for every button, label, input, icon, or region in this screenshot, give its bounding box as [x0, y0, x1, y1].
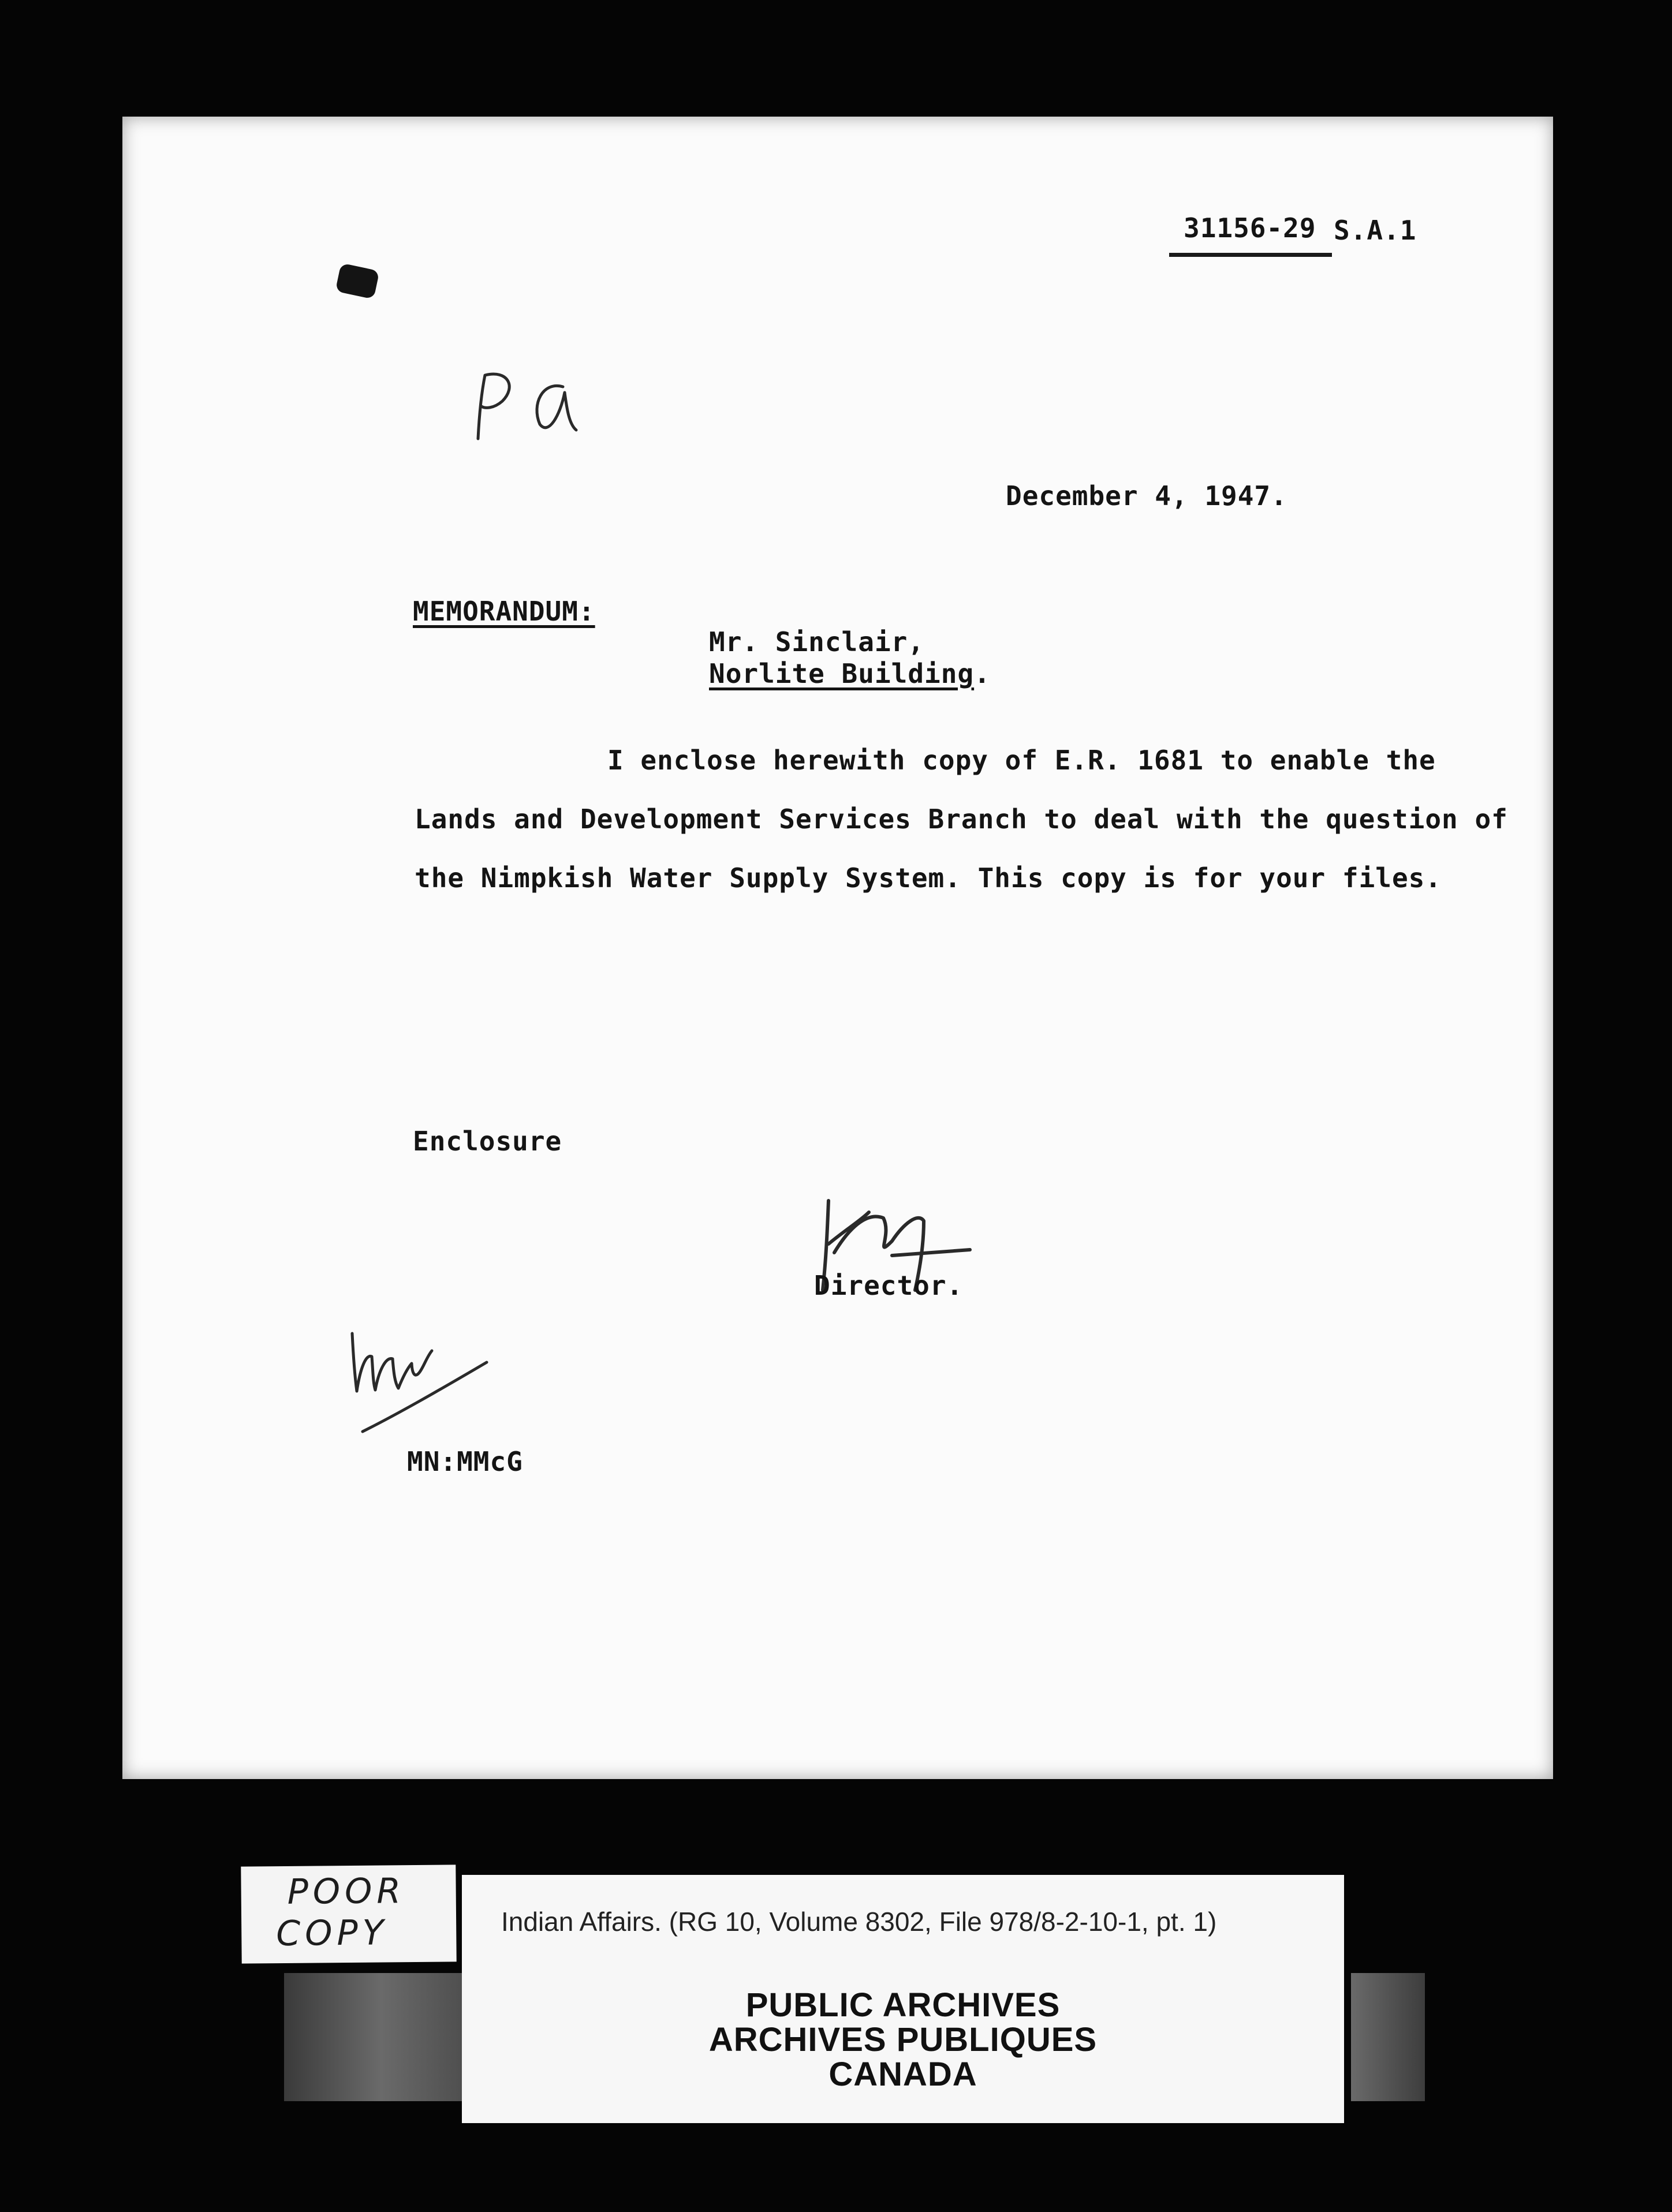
signature-title: Director. — [814, 1270, 964, 1301]
addressee-building-period: . — [974, 658, 991, 689]
addressee-building-line — [709, 658, 991, 689]
archive-citation: Indian Affairs. (RG 10, Volume 8302, File 978/8-2-10-1, pt. 1) — [501, 1907, 1217, 1937]
addressee-building: Norlite Building — [709, 658, 975, 689]
body-line-3: the Nimpkish Water Supply System. This copy is for your files. — [415, 862, 1442, 894]
memo-heading: MEMORANDUM: — [413, 596, 595, 627]
archive-country: CANADA — [828, 2056, 977, 2093]
typed-initials: MN:MMcG — [407, 1446, 523, 1477]
archive-name-english: PUBLIC ARCHIVES — [745, 1986, 1061, 2024]
poor-copy-line-1: POOR — [287, 1871, 406, 1912]
body-line-1: I enclose herewith copy of E.R. 1681 to enable the — [607, 745, 1436, 776]
enclosure-label: Enclosure — [413, 1126, 562, 1157]
handwritten-pa-mark — [462, 358, 595, 444]
tape-strip-right — [1351, 1973, 1425, 2101]
poor-copy-stamp — [241, 1864, 456, 1963]
handwritten-initials — [345, 1322, 495, 1437]
file-reference: 31156-29 — [1184, 212, 1316, 244]
archive-name-french: ARCHIVES PUBLIQUES — [708, 2021, 1098, 2058]
addressee-name: Mr. Sinclair, — [709, 626, 925, 657]
memo-sheet — [122, 117, 1553, 1779]
file-reference-suffix: S.A.1 — [1334, 215, 1417, 246]
body-line-2: Lands and Development Services Branch to deal with the question of — [415, 804, 1508, 835]
poor-copy-line-2: COPY — [275, 1912, 389, 1955]
reference-underline — [1169, 253, 1332, 257]
memo-date: December 4, 1947. — [1006, 480, 1287, 511]
